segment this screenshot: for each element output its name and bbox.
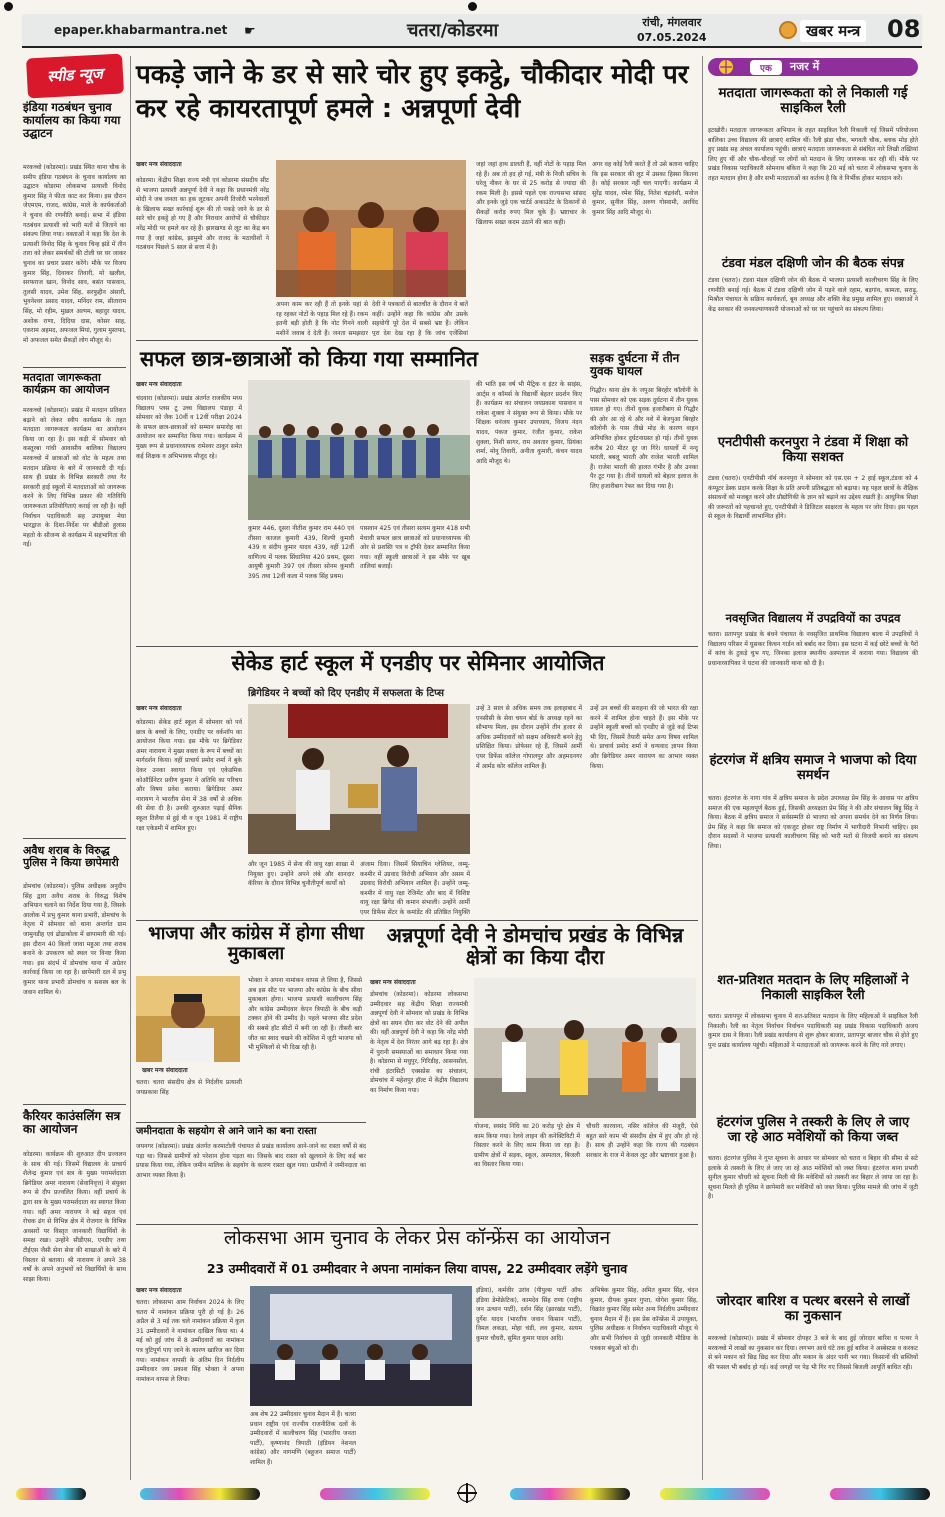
dateline bbox=[637, 15, 707, 45]
registration-mark bbox=[4, 2, 13, 11]
page-header bbox=[22, 14, 922, 48]
right-headline-3: एनटीपीसी करनपुरा ने टंडवा में शिक्षा को किया सशक्त bbox=[717, 435, 909, 465]
nazar-tag: नजर में bbox=[790, 60, 820, 73]
right-headline-8: जोरदार बारिश व पत्थर बरसने से लाखों का नुकसान bbox=[716, 1293, 910, 1325]
city-day: रांची, मंगलवार bbox=[642, 16, 702, 29]
story-h-text-1: चतरा। लोकसभा आम निर्वाचन 2024 के लिए चतरा में नामांकन प्रक्रिया पूरी हो गई है। 26 अप्रैल से 3 मई तक चले नामांकन प्रक्रिया में कुल 31 उम्मीदवारों ने नामांकन दाखिल किया था। 4 मई को हुई जांच में 8 उम्मीदवारों का नामांकन पत्र त्रुटिपूर्ण पाए जाने के कारण खारिज कर दिया गया। नामांकन वापसी के अंतिम दिन निर्दलीय उम्मीदवार जय प्रकाश सिंह भोक्ता ने अपना नामांकन वापस ले लिया। bbox=[136, 1299, 244, 1383]
headline-left-4: कैरियर काउंसलिंग सत्र का आयोजन bbox=[23, 1109, 121, 1137]
story-d-byline: खबर मन्त्र संवाददाता bbox=[136, 705, 182, 712]
story-f-text: जयनगर (कोडरमा)। प्रखंड अंतर्गत करमाटोली पंचायत से प्रखंड कार्यालय आने-जाने का रास्ता वर्षों से बंद पड़ा था। जिससे ग्रामीणों को परेशान होना पड़ता था। जिसके बाद रास्ता को खुलवाने के लिए कई बार प्रयास किया गया, लेकिन जमीन मालिक के सहयोग के कारण रास्ता खुल गया। ग्रामीणों ने जमीनदाता का आभार व्यक्त किया है। bbox=[136, 1143, 366, 1179]
story-d-photo bbox=[248, 704, 470, 854]
article-left-3: डोमचांच (कोडरमा)। पुलिस अधीक्षक अनुदीप सिंह द्वारा अवैध शराब के विरुद्ध विशेष अभियान चलाने का निर्देश दिया गया है, जिसके आलोक में प्रभु कुमार थाना प्रभारी, डोमचांच के नेतृत्व में सोमवार को थाना अन्तर्गत ग्राम जामुनडीह एवं ढोढाकोला में छापामारी की गई। इस दौरान 40 किलो जावा महुआ तथा शराब बनाने के उपकरण को स्थल पर विनष्ट किया गया। इस संदर्भ में डोमचांच थाना में अग्रेतर कार्रवाई किया जा रहा है। छापेमारी दल में प्रभु कुमार थाना प्रभारी डोमचांच व सशस्त्र बल के जवान शामिल थे। bbox=[23, 883, 126, 996]
section-title: चतरा/कोडरमा bbox=[407, 20, 499, 41]
story-h-headline: लोकसभा आम चुनाव के लेकर प्रेस कॉन्फ्रेंस का आयोजन bbox=[223, 1227, 611, 1249]
lead-text-col-2: अपना काम कर रही हैं तो इनके यहां से रह रहकर नोटों के पहाड़ मिल रहे हैं। रकम इतनी बड़ी होती है कि नोट गिनने वाली मशीनें जवाब दे देती हैं। जनता समझदार bbox=[276, 301, 368, 336]
story-h-text-2: अब शेष 22 उम्मीदवार चुनाव मैदान में हैं। चतरा प्रधान राष्ट्रीय एवं राज्यीय राजनीतिक दलों के उम्मीदवारों में कालीचरण सिंह (भारतीय जनता पार्टी), कृष्णानंद त्रिपाठी (इंडियन नेशनल कांग्रेस) और नागमणि (बहुजन समाज पार्टी) शामिल हैं। bbox=[250, 1411, 356, 1466]
divider bbox=[136, 1224, 698, 1225]
divider bbox=[23, 367, 126, 368]
story-b-byline: खबर मन्त्र संवाददाता bbox=[136, 381, 182, 388]
right-headline-4: नवसृजित विद्यालय में उपद्रवियों का उपद्रव bbox=[725, 611, 901, 625]
divider bbox=[136, 646, 698, 647]
article-left-4: कोडरमा। कार्यक्रम की शुरुआत दीप प्रज्वलन के साथ की गई। जिसमें विद्यालय के प्राचार्य शैलेन्द्र कुमार एवं सत्र के मुख्य परामर्शदाता ब्रिगेडियर अमर नारायण (सेवानिवृत्त) ने संयुक्त रूप से दीप प्रज्वलित किया। वहीं प्रचार्य के द्वारा सत्र के मुख्य परामर्शदाता का स्वागत किया गया। वहीं अमर नारायण ने बड़े सहज एवं रोचक ढंग से विभिन्न क्षेत्र में रोजगार के विभिन्न अवसरों पर विस्तृत जानकारी विद्यार्थियों के समक्ष रखा। उन्होंने सीडीएस, एनडीए तथा टीईएस जैसी सेना सेवा की शाखाओं के बारे में विस्तार से बताया। श्री नारायण ने अपने 38 वर्षों के अपने अनुभवों को विद्यार्थियों के साथ साझा किया। bbox=[23, 1151, 126, 1283]
right-article-3: टंडवा (चतरा)। एनटीपीसी नॉर्थ करनपुरा ने सोमवार को एस.एस + 2 हाई स्कूल,टंडवा को 4 कंप्यूटर डेस्क प्रदान करके शिक्षा के प्रति अपनी प्रतिबद्धता को बढ़ाया। यह पहल छात्रों के शैक्षिक संसाधनों को मजबूत करने और प्रौद्योगिकी के ज्ञान को बढ़ाने का उद्देश्य रखती है। आधुनिक शिक्षा की जरूरतों को पहचानते हुए, एनटीपीसी ने डिजिटल साक्षरता के महत्व पर जोर दिया। इस पहल से स्कूल के विद्यार्थी लाभान्वित होंगे। bbox=[708, 475, 918, 521]
right-article-7: चतरा। हंटरगंज पुलिस ने गुप्त सूचना के आधार पर सोमवार को चतरा व बिहार की सीमा से सटे इलाके से तस्करी के लिए ले जाए जा रहे आठ मवेशियों को जब्त किया। हंटरगंज थाना प्रभारी सुनील कुमार चौधरी को सूचना मिली थी कि मवेशियों को तस्करी कर बिहार ले जाया जा रहा है। सूचना मिलते ही पुलिस ने छापेमारी कर मवेशियों को जब्त किया। पुलिस मामले की जांच में जुटी है। bbox=[708, 1155, 918, 1201]
story-h-byline: खबर मन्त्र संवाददाता bbox=[136, 1287, 182, 1294]
story-g-text-1: डोमचांच (कोडरमा)। कोडरमा लोकसभा उम्मीदवार सह केंद्रीय शिक्षा राज्यमंत्री अन्नपूर्णा देवी ने सोमवार को प्रखंड के विभिन्न क्षेत्रों का सघन दौरा कर वोट देने की अपील की। वहीं अन्नपूर्णा देवी ने कहा कि नरेंद्र मोदी के नेतृत्व में देश निरंतर आगे बढ़ रहा है। क्षेत्र में पुरानी समस्याओं का समाधान किया गया है। कोडरमा से मधुपुर, गिरिडीह, आसनसोल, रांची इंटरसिटी एक्सप्रेस का संचालन, डोमचांच में महेशपुर हॉल्ट में केंद्रीय विद्यालय का निर्माण किया गया। bbox=[370, 991, 468, 1094]
story-e-text-1: चतरा। चतरा संसदीय क्षेत्र से निर्दलीय प्रत्याशी जयप्रकाश सिंह bbox=[136, 1079, 242, 1096]
right-article-2: टंडवा (चतरा)। टंडवा मंडल दक्षिणी जोन की बैठक में भाजपा प्रत्याशी कालीचरण सिंह के लिए रणनीति बनाई गई। बैठक में टंडवा दक्षिणी जोन में पड़ने वाले रहाम, बड़गांव, कामता, सराढ़ु, मिश्रौल पंचायत के सक्रिय कार्यकर्ता, बूथ अध्यक्ष और शक्ति केंद्र प्रमुख शामिल हुए। वक्ताओं ने केंद्र सरकार की जनकल्याणकारी योजनाओं को घर घर पहुंचाने का संकल्प लिया। bbox=[708, 277, 918, 313]
story-g-photo bbox=[474, 978, 696, 1118]
site-url[interactable]: epaper.khabarmantra.net bbox=[54, 23, 228, 37]
column-rule bbox=[702, 56, 703, 1480]
right-headline-6: शत-प्रतिशत मतदान के लिए महिलाओं ने निकाली साइकिल रैली bbox=[717, 973, 909, 1003]
nazar-tag-left: एक bbox=[750, 60, 782, 75]
story-e-text-2: भोक्ता ने अपना नामांकन वापस ले लिया है, जिससे अब इस सीट पर भाजपा और कांग्रेस के बीच सीधा मुकाबला होगा। भाजपा प्रत्याशी कालीचरण सिंह और कांग्रेस उम्मीदवार केएन त्रिपाठी के बीच कड़ी टक्कर होने की उम्मीद है। पहले भाजपा सीट प्रदेश की सबसे हॉट सीटों में बनी जा रही है। तीसरी बार जीत का स्वाद चखने की कोशिश में जुटी भाजपा को भी मुश्किलों से भी दिख रही है। bbox=[248, 977, 362, 1052]
article-left-2: मरकच्चो (कोडरमा)। प्रखंड में मतदान प्रतिशत बढ़ाने को लेकर स्वीप कार्यक्रम के तहत मतदाता जागरूकता कार्यक्रम का आयोजन किया जा रहा है। इस कड़ी में सोमवार को कस्तूरबा गांधी आवासीय बालिका विद्यालय मरकच्चो में छात्राओं को वोट के महत्व तथा मतदान प्रक्रिया के बारे में जानकारी दी गई। साथ ही प्रखंड के विभिन्न सरकारी तथा गैर सरकारी हाई स्कूलों में मतदाताओं को जागरूक करने के लिए विभिन्न प्रकार की गतिविधि जागरूकता प्रतियोगिताएं कराई जा रही है। वहीं निर्वाचन पदाधिकारी सह उपायुक्त मेघा भारद्वाज के दिशा-निर्देश पर बीडीओ हुलास महतो के सौजन्य से कार्यक्रम में सहभागिता की गई। bbox=[23, 407, 126, 549]
headline-left-1: इंडिया गठबंधन चुनाव कार्यालय का किया गया उद्घाटन bbox=[23, 100, 121, 140]
story-b-text-4: की भांति इस वर्ष भी मैट्रिक व इंटर के साइंस, आर्ट्स व कॉमर्स के विद्यार्थी बेहतर प्रदर्शन किए हैं। कार्यक्रम का संचालन जयप्रकाश पासवान व राकेश शुक्ला ने संयुक्त रूप से किया। मौके पर शिक्षक धनंजय कुमार उपाध्याय, विजय नंदन यादव, पंकज कुमार, रंजीत कुमार, राकेश शुक्ला, निशी सागर, राम अवतार कुमार, प्रियंका शर्मा, मोनू तिवारी, अनीता कुमारी, कंचन यादव आदि मौजूद थे। bbox=[476, 381, 582, 465]
right-article-1: इटखोरी। मतदाता जागरूकता अभियान के तहत साइकिल रैली निकाली गई जिसमें परियोजना बालिका उच्च विद्यालय की छात्राएं शामिल थीं। रैली झंडा चौक, भगवती चौक, ब्लाक मोड़ होते हुए प्रखंड सह अंचल कार्यालय पहुंची। छात्राएं मतदाता जागरूकता से संबंधित नारे लिखी तख्तियां लिए हुए थीं और चौक-चौराहों पर लोगों को मतदान के लिए जागरूक कर रही थीं। मौके पर प्रखंड विकास पदाधिकारी सोमनाथ बंकिरा ने कहा कि 20 मई को चतरा में लोकसभा चुनाव के तहत मतदान होना है और सभी मतदाताओं का कर्तव्य है कि वे निर्भीक होकर मतदान करें। bbox=[708, 127, 918, 182]
lead-text-col-4: जहां जहां हाथ डालती हैं, वहीं नोटों के पहाड़ मिल रहे हैं। अब तो हद हो गई, मंत्री के निजी सचिव के घरेलू नौकर के घर से 25 करोड़ से ज्यादा की रकम मिली है। इससे पहले एक राज्यसभा सांसद और इनके जुड़े एक चार्टर्ड अकाउंटेंट के ठिकानों से सैकड़ों करोड़ रुपए मिल चुके हैं। भ्रष्टाचार के खिलाफ सख्त कदम उठाने की बात कही। bbox=[476, 161, 586, 226]
story-b-text-2: कुमार 446, दूसरा नीतीश कुमार राम 440 एवं तीसरा काजल कुमारी 439, शिल्पी कुमारी 439 व संदीप कुमार यादव 439, वहीं 12वीं वाणिज्य में पलक सिंघानिया 420 प्रथम, दूसरा आयुषी कुमारी 397 एवं तीसरा सोनम कुमारी 395 तथा 12वीं कला में पलक सिंह प्रथम। bbox=[248, 525, 354, 580]
color-bar bbox=[660, 1488, 770, 1500]
story-d-text-4: उन्हें 3 साल से अधिक समय तक इलाहाबाद में एनसीसी के सेवा चयन बोर्ड के अध्यक्ष रहने का सौभाग्य मिला, इस दौरान उन्होंने तीन हजार से अधिक उम्मीदवारों को सक्षम अधिकारी बनने हेतु प्रशिक्षित किया। प्रोफेसर रहे हैं, जिसमें आर्मी एयर डिफेंस कॉलेज गोपालपुर और अहमदनगर में आर्मड कोर कॉलेज शामिल हैं। bbox=[476, 705, 582, 770]
speed-news-label: स्पीड न्यूज bbox=[46, 64, 104, 86]
color-bar bbox=[140, 1488, 260, 1500]
article-left-1: मरकच्चो (कोडरमा)। प्रखंड स्थित थाना चौक के समीप इंडिया गठबंधन के चुनाव कार्यालय का उद्घाटन कोडरमा लोकसभा प्रत्याशी विनोद कुमार सिंह ने फीता काट कर किया। इस दौरान जेएमएम, राजद, कांग्रेस, माले के कार्यकर्ताओं ने चुनाव की रणनीति बनाई। सभा में इंडिया गठबंधन प्रत्याशी को भारी मतों से जिताने का संकल्प लिया गया। वक्ताओं ने कहा कि देश के प्रत्याशी विनोद सिंह के चुनाव चिन्ह झंडे में तीन तारा को लेकर समर्थकों की टोली घर घर जाकर चुनाव का प्रचार प्रसार करेंगे। मौके पर विजय कुमार सिंह, दिवाकर तिवारी, मो खलील, सरफराज खान, विनोद साव, बसंत पासवान, तुलसी यादव, उमेश सिंह, सरफुद्दीन अंसारी, भुवनेश्वर प्रसाद यादव, मनिंदर राम, सीताराम सिंह, मो रहीम, मुख़ल अल्पम, बहादुर यादव, अशोक राणा, दिदिया दास, कोसर साह, एकराम अहमद, अफजल मियां, गुलाम मुस्तफा, मो अफजल समेत सैकड़ों लोग मौजूद थे। bbox=[23, 164, 126, 344]
globe-icon bbox=[716, 58, 736, 76]
story-h-subhead: 23 उम्मीदवारों में 01 उम्मीदवार ने अपना नामांकन लिया वापस, 22 उम्मीदवार लड़ेंगे चुनाव bbox=[206, 1261, 628, 1276]
crosshair-icon bbox=[458, 1484, 476, 1502]
issue-date: 07.05.2024 bbox=[637, 31, 707, 44]
lead-headline: पकड़े जाने के डर से सारे चोर हुए इकट्ठे, चौकीदार मोदी पर कर रहे कायरतापूर्ण हमले : अन्नपूर्णा देवी bbox=[136, 60, 689, 124]
headline-left-2: मतदाता जागरूकता कार्यक्रम का आयोजन bbox=[23, 371, 110, 397]
right-headline-1: मतदाता जागरूकता को ले निकाली गई साइकिल रैली bbox=[718, 85, 908, 117]
headline-left-3: अवैध शराब के विरुद्ध पुलिस ने किया छापेमारी bbox=[23, 844, 119, 870]
story-b-photo bbox=[248, 380, 470, 520]
story-b-text-1: चंदवारा (कोडरमा)। प्रखंड अंतर्गत राजकीय मध्य विद्यालय प्लस टू उच्च विद्यालय पंडाहा में सोमवार को जैक 10वीं व 12वीं परीक्षा 2024 के सफल छात्र-छात्राओं को सम्मान समारोह का आयोजन कर सम्मानित किया गया। कार्यक्रम में मुख्य रूप से प्रधानाध्यापक रामेश्वर ठाकुर समेत कई शिक्षक व अभिभावक मौजूद रहे। bbox=[136, 395, 242, 460]
cursor-icon: ☛ bbox=[244, 24, 256, 39]
right-article-6: चतरा। प्रतापपुर में लोकसभा चुनाव में शत-प्रतिशत मतदान के लिए महिलाओं ने साइकिल रैली निकाली। रैली का नेतृत्व निर्वाचन निर्वाचन पदाधिकारी सह प्रखंड विकास पदाधिकारी अजय कुमार दास ने किया। रैली प्रखंड कार्यालय से शुरू होकर बाजार, प्रतापपुर बाजार चौक से होते हुए पुनः प्रखंड कार्यालय पहुंची। महिलाओं ने मतदाताओं को जागरूक करने के लिए नारे लगाए। bbox=[708, 1013, 918, 1049]
color-bar bbox=[16, 1488, 86, 1500]
brand-logo-icon bbox=[779, 21, 797, 39]
right-headline-5: हंटरगंज में क्षत्रिय समाज ने भाजपा को दिया समर्थन bbox=[709, 753, 917, 783]
story-d-text-1: कोडरमा। सेकेड हार्ट स्कूल में सोमवार को पर्व छात्र के बच्चों के लिए, एनडीए पर वर्कशॉप का आयोजन किया गया। इस मौके पर ब्रिगेडियर अमर नारायण ने मुख्य वक्ता के रूप में बच्चों का मार्गदर्शन किया। वहीं प्राचार्य प्रमोद शर्मा ने बुके देकर उनका स्वागत किया एवं एकेडमिक कोऑर्डिनेटर प्रवीण कुमार ने अतिथि का परिचय और विषय प्रवेश कराया। ब्रिगेडियर अमर नारायण ने भारतीय सेना में 38 वर्षों से अधिक की सेवा दी है। उनकी शुरुआत पढ़ाई सैनिक स्कूल तिलैया से हुई थी व जून 1981 में राष्ट्रीय रक्षा एकेडमी में शामिल हुए। bbox=[136, 719, 242, 832]
right-article-4: चतरा। प्रतापपुर प्रखंड के बंधने पंचायत के नवसृजित प्राथमिक विद्यालय बाला में उपद्रवियों ने विद्यालय परिसर में घुसकर किचन गार्डन को बर्बाद कर दिया। इस घटना में कई छोटे बच्चों के पैरों में कांच के टुकड़े चुभ गए, जिनका इलाज स्थानीय अस्पताल में कराया गया। विद्यालय की प्रधानाध्यापिका ने घटना की जानकारी थाना को दी है। bbox=[708, 631, 918, 667]
speed-news-badge bbox=[26, 54, 124, 99]
brand-name: खबर मन्त्र bbox=[800, 20, 866, 42]
story-d-text-3: अंजाम दिया। जिसमें सियाचिन ग्लेशियर, जम्मू-कश्मीर में उग्रवाद विरोधी अभियान और असम में उग्रवाद विरोधी अभियान शामिल हैं। उन्होंने जम्मू-कश्मीर में वायु रक्षा रेजिमेंट और बाद में विशिष्ट वायु रक्षा ब्रिगेड की कमान संभाली। उन्होंने आर्मी एयर डिफेंस सेंटर के कमांडेंट की प्रतिष्ठित नियुक्ति bbox=[360, 861, 470, 916]
story-h-text-4: अभिषेक कुमार सिंह, अमित कुमार सिंह, चंदन कुमार, दीपक कुमार गुप्ता, योगेश कुमार सिंह, विक्रांत कुमार सिंह समेत अन्य निर्दलीय उम्मीदवार चुनाव मैदान में हैं। इस प्रेस कॉन्फ्रेंस में उपायुक्त, पुलिस अधीक्षक व निर्वाचन पदाधिकारी मौजूद थे और सभी निर्वाचन से जुड़ी जानकारी मीडिया के पत्रकार बंधुओं को दी। bbox=[590, 1287, 698, 1352]
right-article-8: मरकच्चो (कोडरमा)। प्रखंड में सोमवार दोपहर 3 बजे के बाद हुई जोरदार बारिश व पत्थर ने मरकच्चो में लाखों का नुकसान कर दिया। लगभग आधे घंटे तक हुई बारिश ने अस्बेस्टस व करकट से बने मकान को छिद्र छिद्र कर दिया और मकान के अंदर पानी भर गया। किसानों की सब्जियों की फसल भी बर्बाद हो गई। कई जगहों पर पेड़ भी गिर गए जिससे बिजली आपूर्ति बाधित रही। bbox=[708, 1335, 918, 1371]
story-g-text-3: चौधरी कारवाना, नसिर कॉलेज की मंजूरी, ऐसे बहुत सारे काम भी संसदीय क्षेत्र में हुए और हो रहे हैं। साथ ही उन्होंने कहा कि राज्य की गठबंधन सरकार के राज में केवल लूट और भ्रष्टाचार हुआ है। bbox=[586, 1123, 698, 1159]
color-bar bbox=[320, 1488, 430, 1500]
divider bbox=[136, 340, 698, 341]
lead-photo bbox=[276, 160, 466, 297]
right-headline-7: हंटरगंज पुलिस ने तस्करी के लिए ले जाए जा रहे आठ मवेशियों को किया जब्त bbox=[716, 1115, 910, 1145]
story-d-headline: सेकेड हार्ट स्कूल में एनडीए पर सेमिनार आयोजित bbox=[231, 651, 605, 675]
story-f-headline: जमीनदाता के सहयोग से आने जाने का बना रास्ता bbox=[136, 1126, 317, 1137]
divider bbox=[136, 1122, 366, 1123]
story-e-byline: खबर मन्त्र संवाददाता bbox=[142, 1067, 188, 1074]
color-bar bbox=[510, 1488, 630, 1500]
story-g-byline: खबर मन्त्र संवाददाता bbox=[370, 979, 416, 986]
divider bbox=[23, 838, 126, 839]
story-c-text: गिद्धौर। थाना क्षेत्र के जपुआ बिरहोर कॉलोनी के पास सोमवार को एक सड़क दुर्घटना में तीन युवक घायल हो गए। तीनों युवक हजारीबाग से गिद्धौर की ओर आ रहे थे और नशे में बेजपुआ बिरहोर कॉलोनी के पास तीखे मोड़ के कारण वाहन अनियंत्रित होकर दुर्घटनाग्रस्त हो गई। तीनों युवक करीब 20 मीटर दूर जा गिरे। घायलों में नन्दू भारती, बबलू भारती और राजेश भारती शामिल हैं। राजेश भारती की हालत गंभीर है और उनका पैर टूट गया है। तीनों घायलों को बेहतर इलाज के लिए हजारीबाग रेफर कर दिया गया है। bbox=[590, 387, 698, 490]
lead-text-col-5: अगर वह कोई रैली करते हैं तो उसे बताना चाहिए कि इस सरकार की लूट में उसका हिस्सा कितना है। कोई सरकार नहीं चल पाएगी। कार्यक्रम में सुरेंद्र यादव, रमेश सिंह, नितेश चंद्रवंशी, मनोज कुमार, सुनील सिंह, अरुण गोस्वामी, अरविंद कुमार सिंह आदि मौजूद थे। bbox=[592, 161, 698, 216]
divider bbox=[23, 1104, 126, 1105]
story-g-text-2: योजना, स्वसंद निधि का 20 करोड़ पूरे क्षेत्र में काम किया गया। रेलवे लाइन की कनेक्टिविटी में विस्तार करने के लिए काम किया जा रहा है। ग्रामीण क्षेत्रों में सड़क, स्कूल, अस्पताल, बिजली का विस्तार किया गया। bbox=[474, 1123, 580, 1169]
story-b-headline: सफल छात्र-छात्राओं को किया गया सम्मानित bbox=[140, 347, 479, 371]
page-number: 08 bbox=[887, 15, 921, 43]
story-e-headline: भाजपा और कांग्रेस में होगा सीधा मुकाबला bbox=[148, 923, 364, 965]
divider bbox=[136, 920, 698, 921]
right-headline-2: टंडवा मंडल दक्षिणी जोन की बैठक संपन्न bbox=[722, 255, 904, 270]
story-b-text-3: पासवान 425 एवं तीसरा सत्यम कुमार 418 सभी मेधावी सफल छात्र छात्राओं को प्रधानाध्यापक की ओर से प्रशस्ति पत्र व ट्रॉफी देकर सम्मानित किया गया। वहीं स्कूली छात्राओं ने इस मौके पर खूब तालियां बजाईं। bbox=[360, 525, 470, 571]
lead-text-col-3: देवी ने पत्रकारों से बातचीत के दौरान ये बातें कहीं। उन्होंने कहा कि कांग्रेस और उसके सहयोगी पूरे देश में सबसे भ्रष्ट हैं। लेकिन पूरा देश देख रहा है कि जांच एजेंसियां bbox=[372, 301, 468, 336]
column-rule bbox=[130, 56, 131, 1480]
story-d-text-5: उन्हें उन बच्चों की सराहना की जो भारत की रक्षा करने में शामिल होना चाहते हैं। इस मौके पर उन्होंने स्कूली बच्चों को एनडीए से जुड़े कई टिप्स भी दिए, जिसमें तैयारी समेत अन्य विषय शामिल थे। प्राचार्य प्रमोद शर्मा ने धन्यवाद ज्ञापन किया और ब्रिगेडियर अमर नारायण का आभार व्यक्त किया। bbox=[590, 705, 698, 770]
story-d-subhead: ब्रिगेडियर ने बच्चों को दिए एनडीए में सफलता के टिप्स bbox=[248, 688, 445, 699]
color-bar bbox=[830, 1488, 930, 1500]
registration-mark bbox=[468, 2, 477, 11]
story-e-photo bbox=[136, 976, 240, 1062]
story-h-photo bbox=[250, 1286, 472, 1406]
story-g-headline: अन्नपूर्णा देवी ने डोमचांच प्रखंड के विभिन्न क्षेत्रों का किया दौरा bbox=[386, 923, 684, 970]
right-article-5: चतरा। हंटरगंज के नागा गांव में क्षत्रिय समाज के प्रदेश उपाध्यक्ष प्रेम सिंह के आवास पर क्षत्रिय समाज की एक महत्वपूर्ण बैठक हुई, जिसकी अध्यक्षता प्रेम सिंह ने की और संचालन बिट्टू सिंह ने किया। बैठक में क्षत्रिय समाज ने सर्वसम्मति से भाजपा को अपना समर्थन देने का निर्णय लिया। प्रेम सिंह ने कहा कि समाज को एकजुट होकर राष्ट्र निर्माण में भागीदारी निभानी चाहिए। इस दौरान सदस्यों ने भाजपा प्रत्याशी कालीचरण सिंह को भारी मतों से विजयी बनाने का संकल्प लिया। bbox=[708, 795, 918, 850]
story-h-text-3: इंडिया), कर्मवीर उरांव (पीपुल्स पार्टी ऑफ इंडिया डेमोक्रेटिक), कामदेव सिंह राणा (राष्ट्रीय जन उत्थान पार्टी), दर्शन सिंह (झारखंड पार्टी), दुर्गेश यादव (भारतीय जवान किसान पार्टी), विमल लकड़ा, मोहा चंडी, लव कुमार, सत्यम कुमार चौधरी, सुमित कुमार यादव आदि। bbox=[476, 1287, 582, 1342]
lead-text-col-1: कोडरमा। केंद्रीय शिक्षा राज्य मंत्री एवं कोडरमा संसदीय सीट से भाजपा प्रत्याशी अन्नपूर्णा देवी ने कहा कि प्रधानमंत्री नरेंद्र मोदी ने जब जनता का हक लूटकर अपनी तिजोरी भरनेवालों के खिलाफ सख्त कार्रवाई शुरू की तो पकड़े जाने के डर से सारे चोर इकट्ठे हो गए हैं और निराधार आरोपों से चौकीदार नरेंद्र मोदी पर हमले कर रहे हैं। झारखण्ड से लूट का केंद्र बन गया है जहां कांग्रेस, झामुमो और राजद के मठाधीशों ने गठबंधन पिछले 5 साल से सत्ता में है। bbox=[136, 177, 269, 252]
story-d-text-2: और जून 1985 में सेना की वायु रक्षा शाखा में नियुक्त हुए। उन्होंने अपने लंबे और शानदार कॅरियर के दौरान विभिन्न चुनौतीपूर्ण कार्यों को bbox=[248, 861, 354, 888]
lead-byline: खबर मन्त्र संवाददाता bbox=[136, 161, 182, 168]
story-c-headline: सड़क दुर्घटना में तीन युवक घायल bbox=[590, 351, 680, 379]
